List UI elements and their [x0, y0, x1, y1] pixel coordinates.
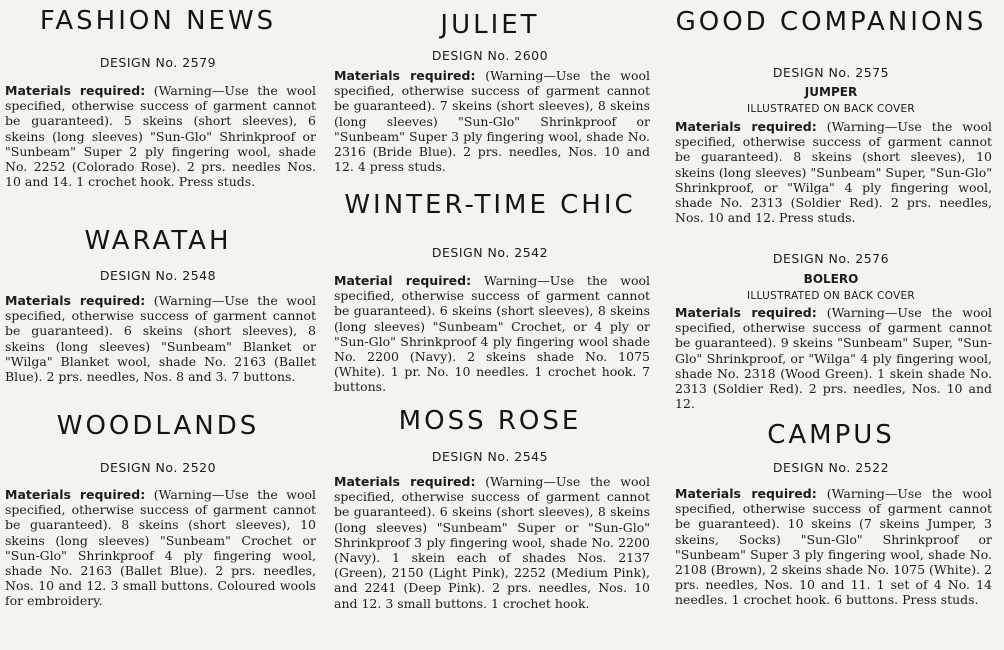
materials-paragraph [5, 293, 316, 384]
materials-label: Materials required: [334, 68, 476, 83]
materials-paragraph [675, 119, 992, 225]
materials-label: Materials required: [5, 487, 146, 502]
materials-paragraph [334, 68, 650, 174]
materials-paragraph [675, 486, 992, 608]
design-number: DESIGN No. 2576 [772, 251, 890, 266]
materials-label: Materials required: [675, 119, 817, 134]
design-number: DESIGN No. 2545 [431, 449, 549, 464]
section-title: FASHION NEWS [39, 6, 277, 36]
section-title: JULIET [440, 10, 540, 40]
materials-text: (Warning—Use the wool specified, otherwise success of garment cannot be guaranteed). 6 skeins (short sleeves), 8 skeins (long sleeves) "Sunbeam" Super or "Sun-Glo" Shrinkproof 3 ply fingering wool, shade No. 2200 (Navy). 1 skein each of shades Nos. 2137 (Green), 2150 (Light Pink), 2252 (Medium Pink), and 2241 (Deep Pink). 2 prs. needles, Nos. 10 and 12. 3 small buttons. 1 crochet hook. [334, 474, 651, 611]
materials-text: (Warning—Use the wool specified, otherwise success of garment cannot be guaranteed). 8 skeins (short sleeves), 10 skeins (long sleeves) "Sunbeam" Crochet or "Sun-Glo" Shrinkproof 4 ply fingering wool, shade No. 2163 (Ballet Blue). 2 prs. needles, Nos. 10 and 12. 3 small buttons. Coloured wools for embroidery. [5, 487, 317, 609]
materials-paragraph [675, 305, 992, 411]
section-title: WINTER-TIME CHIC [344, 190, 636, 220]
design-number: DESIGN No. 2600 [431, 48, 549, 63]
materials-label: Materials required: [675, 486, 817, 501]
materials-text: (Warning—Use the wool specified, otherwise success of garment cannot be guaranteed). 7 skeins (short sleeves), 8 skeins (long sleeves) "Sun-Glo" Shrinkproof or "Sunbeam" Super 3 ply fingering wool, shade No. 2316 (Bride Blue). 2 prs. needles, Nos. 10 and 12. 4 press studs. [334, 68, 651, 175]
illustrated-note: ILLUSTRATED ON BACK COVER [747, 103, 915, 115]
materials-label: Materials required: [334, 474, 476, 489]
garment-subtitle: BOLERO [803, 272, 859, 286]
materials-paragraph [5, 83, 316, 189]
section-title: MOSS ROSE [398, 406, 582, 436]
design-number: DESIGN No. 2575 [772, 65, 890, 80]
section-heading: GOOD COMPANIONS [675, 7, 987, 37]
materials-label: Material required: [334, 273, 472, 288]
design-number: DESIGN No. 2548 [99, 268, 217, 283]
section-title: CAMPUS [767, 420, 895, 450]
section-title: WARATAH [84, 226, 232, 256]
design-number: DESIGN No. 2542 [431, 245, 549, 260]
materials-text: (Warning—Use the wool specified, otherwise success of garment cannot be guaranteed). 6 skeins (short sleeves), 8 skeins (long sleeves) "Sunbeam" Blanket or "Wilga" Blanket wool, shade No. 2163 (Ballet Blue). 2 prs. needles, Nos. 8 and 3. 7 buttons. [5, 293, 317, 385]
design-number: DESIGN No. 2522 [772, 460, 890, 475]
materials-text: (Warning—Use the wool specified, otherwise success of garment cannot be guaranteed). 10 skeins (7 skeins Jumper, 3 skeins, Socks) "Sun-Glo" Shrinkproof or "Sunbeam" Super 3 ply fingering wool, shade No. 2108 (Brown), 2 skeins shade No. 1075 (White). 2 prs. needles, Nos. 10 and 11. 1 set of 4 No. 14 needles. 1 crochet hook. 6 buttons. Press studs. [675, 486, 993, 608]
materials-paragraph [5, 487, 316, 609]
materials-label: Materials required: [5, 293, 146, 308]
materials-text: Warning—Use the wool specified, otherwise success of garment cannot be guaranteed). 6 skeins (short sleeves), 8 skeins (long sleeves) "Sunbeam" Crochet, or 4 ply or "Sun-Glo" Shrinkproof 4 ply fingering wool shade No. 2200 (Navy). 2 skeins shade No. 1075 (White). 1 pr. No. 10 needles. 1 crochet hook. 7 buttons. [334, 273, 650, 395]
materials-label: Materials required: [675, 305, 817, 320]
materials-text: (Warning—Use the wool specified, otherwise success of garment cannot be guaranteed). 9 skeins "Sunbeam" Super, "Sun-Glo" Shrinkproof, or "Wilga" 4 ply fingering wool, shade No. 2318 (Wood Green). 1 skein shade No. 2313 (Soldier Red). 2 prs. needles, Nos. 10 and 12. [675, 305, 993, 412]
garment-subtitle: JUMPER [804, 85, 858, 99]
materials-paragraph [334, 474, 650, 611]
section-title: WOODLANDS [56, 411, 260, 441]
materials-label: Materials required: [5, 83, 146, 98]
design-number: DESIGN No. 2520 [99, 460, 217, 475]
design-number: DESIGN No. 2579 [99, 55, 217, 70]
materials-paragraph [334, 273, 650, 395]
materials-text: (Warning—Use the wool specified, otherwise success of garment cannot be guaranteed). 5 skeins (short sleeves), 6 skeins (long sleeves) "Sun-Glo" Shrinkproof or "Sunbeam" Super 2 ply fingering wool, shade No. 2252 (Colorado Rose). 2 prs. needles Nos. 10 and 14. 1 crochet hook. Press studs. [5, 83, 317, 190]
illustrated-note: ILLUSTRATED ON BACK COVER [747, 290, 915, 302]
materials-text: (Warning—Use the wool specified, otherwise success of garment cannot be guaranteed). 8 skeins (short sleeves), 10 skeins (long sleeves) "Sunbeam" Super, "Sun-Glo" Shrinkproof, or "Wilga" 4 ply fingering wool, shade No. 2313 (Soldier Red). 2 prs. needles, Nos. 10 and 12. Press studs. [675, 119, 993, 226]
